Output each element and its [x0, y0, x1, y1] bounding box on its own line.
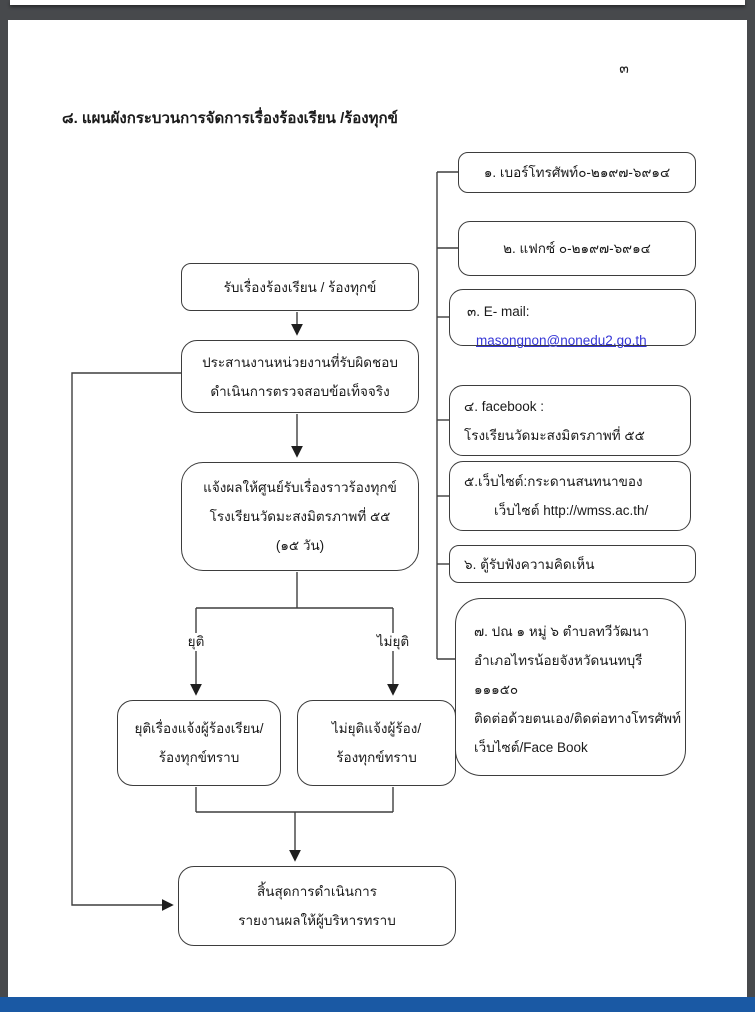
flow-box-notify-line3: (๑๕ วัน) [275, 538, 325, 553]
flow-box-not-settled-line2: ร้องทุกข์ทราบ [336, 750, 417, 765]
channel-fax-text: ๒. แฟกซ์ ๐-๒๑๙๗-๖๙๑๔ [503, 241, 651, 256]
branch-label-not-settled: ไม่ยุติ [374, 633, 412, 651]
channel-facebook-line2: โรงเรียนวัดมะสงมิตรภาพที่ ๕๕ [464, 427, 645, 443]
flow-box-settled [117, 700, 281, 786]
channel-suggestion-text: ๖. ตู้รับฟังความคิดเห็น [464, 556, 595, 572]
channel-box-suggestion [449, 545, 696, 583]
channel-phone-text: ๑. เบอร์โทรศัพท์๐-๒๑๙๗-๖๙๑๔ [483, 165, 671, 180]
flow-box-receive [181, 263, 419, 311]
document-page [8, 20, 747, 997]
flow-box-coordinate [181, 340, 419, 413]
channel-box-website [449, 461, 691, 531]
page-number: ๓ [619, 60, 629, 76]
flow-box-coordinate-line2: ดำเนินการตรวจสอบข้อเท็จจริง [210, 383, 390, 399]
flow-box-receive-text: รับเรื่องร้องเรียน / ร้องทุกข์ [223, 279, 377, 295]
channel-website-line2: เว็บไซต์ http://wmss.ac.th/ [494, 503, 649, 518]
flow-box-notify-line2: โรงเรียนวัดมะสงมิตรภาพที่ ๕๕ [209, 509, 391, 524]
channel-box-facebook [449, 385, 691, 456]
page-title: ๘. แผนผังกระบวนการจัดการเรื่องร้องเรียน /ร้องทุกข์ [62, 110, 398, 127]
channel-mail-line3: ๑๑๑๕๐ [474, 682, 519, 697]
channel-box-mail-address [455, 598, 686, 776]
flow-box-notify-line1: แจ้งผลให้ศูนย์รับเรื่องราวร้องทุกข์ [203, 480, 397, 495]
branch-label-settled: ยุติ [185, 633, 208, 651]
flow-box-not-settled [297, 700, 456, 786]
flow-box-finish-line2: รายงานผลให้ผู้บริหารทราบ [238, 913, 396, 928]
feedback-loop-line [72, 373, 181, 905]
channel-email-prefix: ๓. E- mail: [467, 304, 530, 319]
flow-box-finish-line1: สิ้นสุดการดำเนินการ [257, 884, 377, 899]
channel-box-email [449, 289, 696, 346]
previous-page-bottom-edge [10, 0, 745, 5]
channel-mail-line2: อำเภอไทรน้อยจังหวัดนนทบุรี [474, 653, 643, 668]
channel-mail-line4: ติดต่อด้วยตนเอง/ติดต่อทางโทรศัพท์ [474, 711, 681, 726]
channel-mail-line1: ๗. ปณ ๑ หมู่ ๖ ตำบลทวีวัฒนา [474, 624, 649, 639]
flow-box-settled-line1: ยุติเรื่องแจ้งผู้ร้องเรียน/ [134, 721, 264, 736]
channel-box-fax [458, 221, 696, 276]
flow-box-finish [178, 866, 456, 946]
flow-box-coordinate-line1: ประสานงานหน่วยงานที่รับผิดชอบ [202, 354, 398, 370]
flow-box-not-settled-line1: ไม่ยุติแจ้งผู้ร้อง/ [331, 721, 422, 736]
channel-mail-line5: เว็บไซต์/Face Book [474, 740, 588, 755]
channel-box-phone [458, 152, 696, 193]
flow-box-notify [181, 462, 419, 571]
flow-box-settled-line2: ร้องทุกข์ทราบ [158, 750, 240, 765]
viewer-bottom-bar [0, 997, 755, 1012]
email-link[interactable]: masongnon@nonedu2.go.th [476, 333, 647, 348]
channel-facebook-line1: ๔. facebook : [464, 398, 545, 414]
channel-email-row [467, 297, 647, 355]
channel-website-line1: ๕.เว็บไซต์:กระดานสนทนาของ [464, 474, 643, 489]
